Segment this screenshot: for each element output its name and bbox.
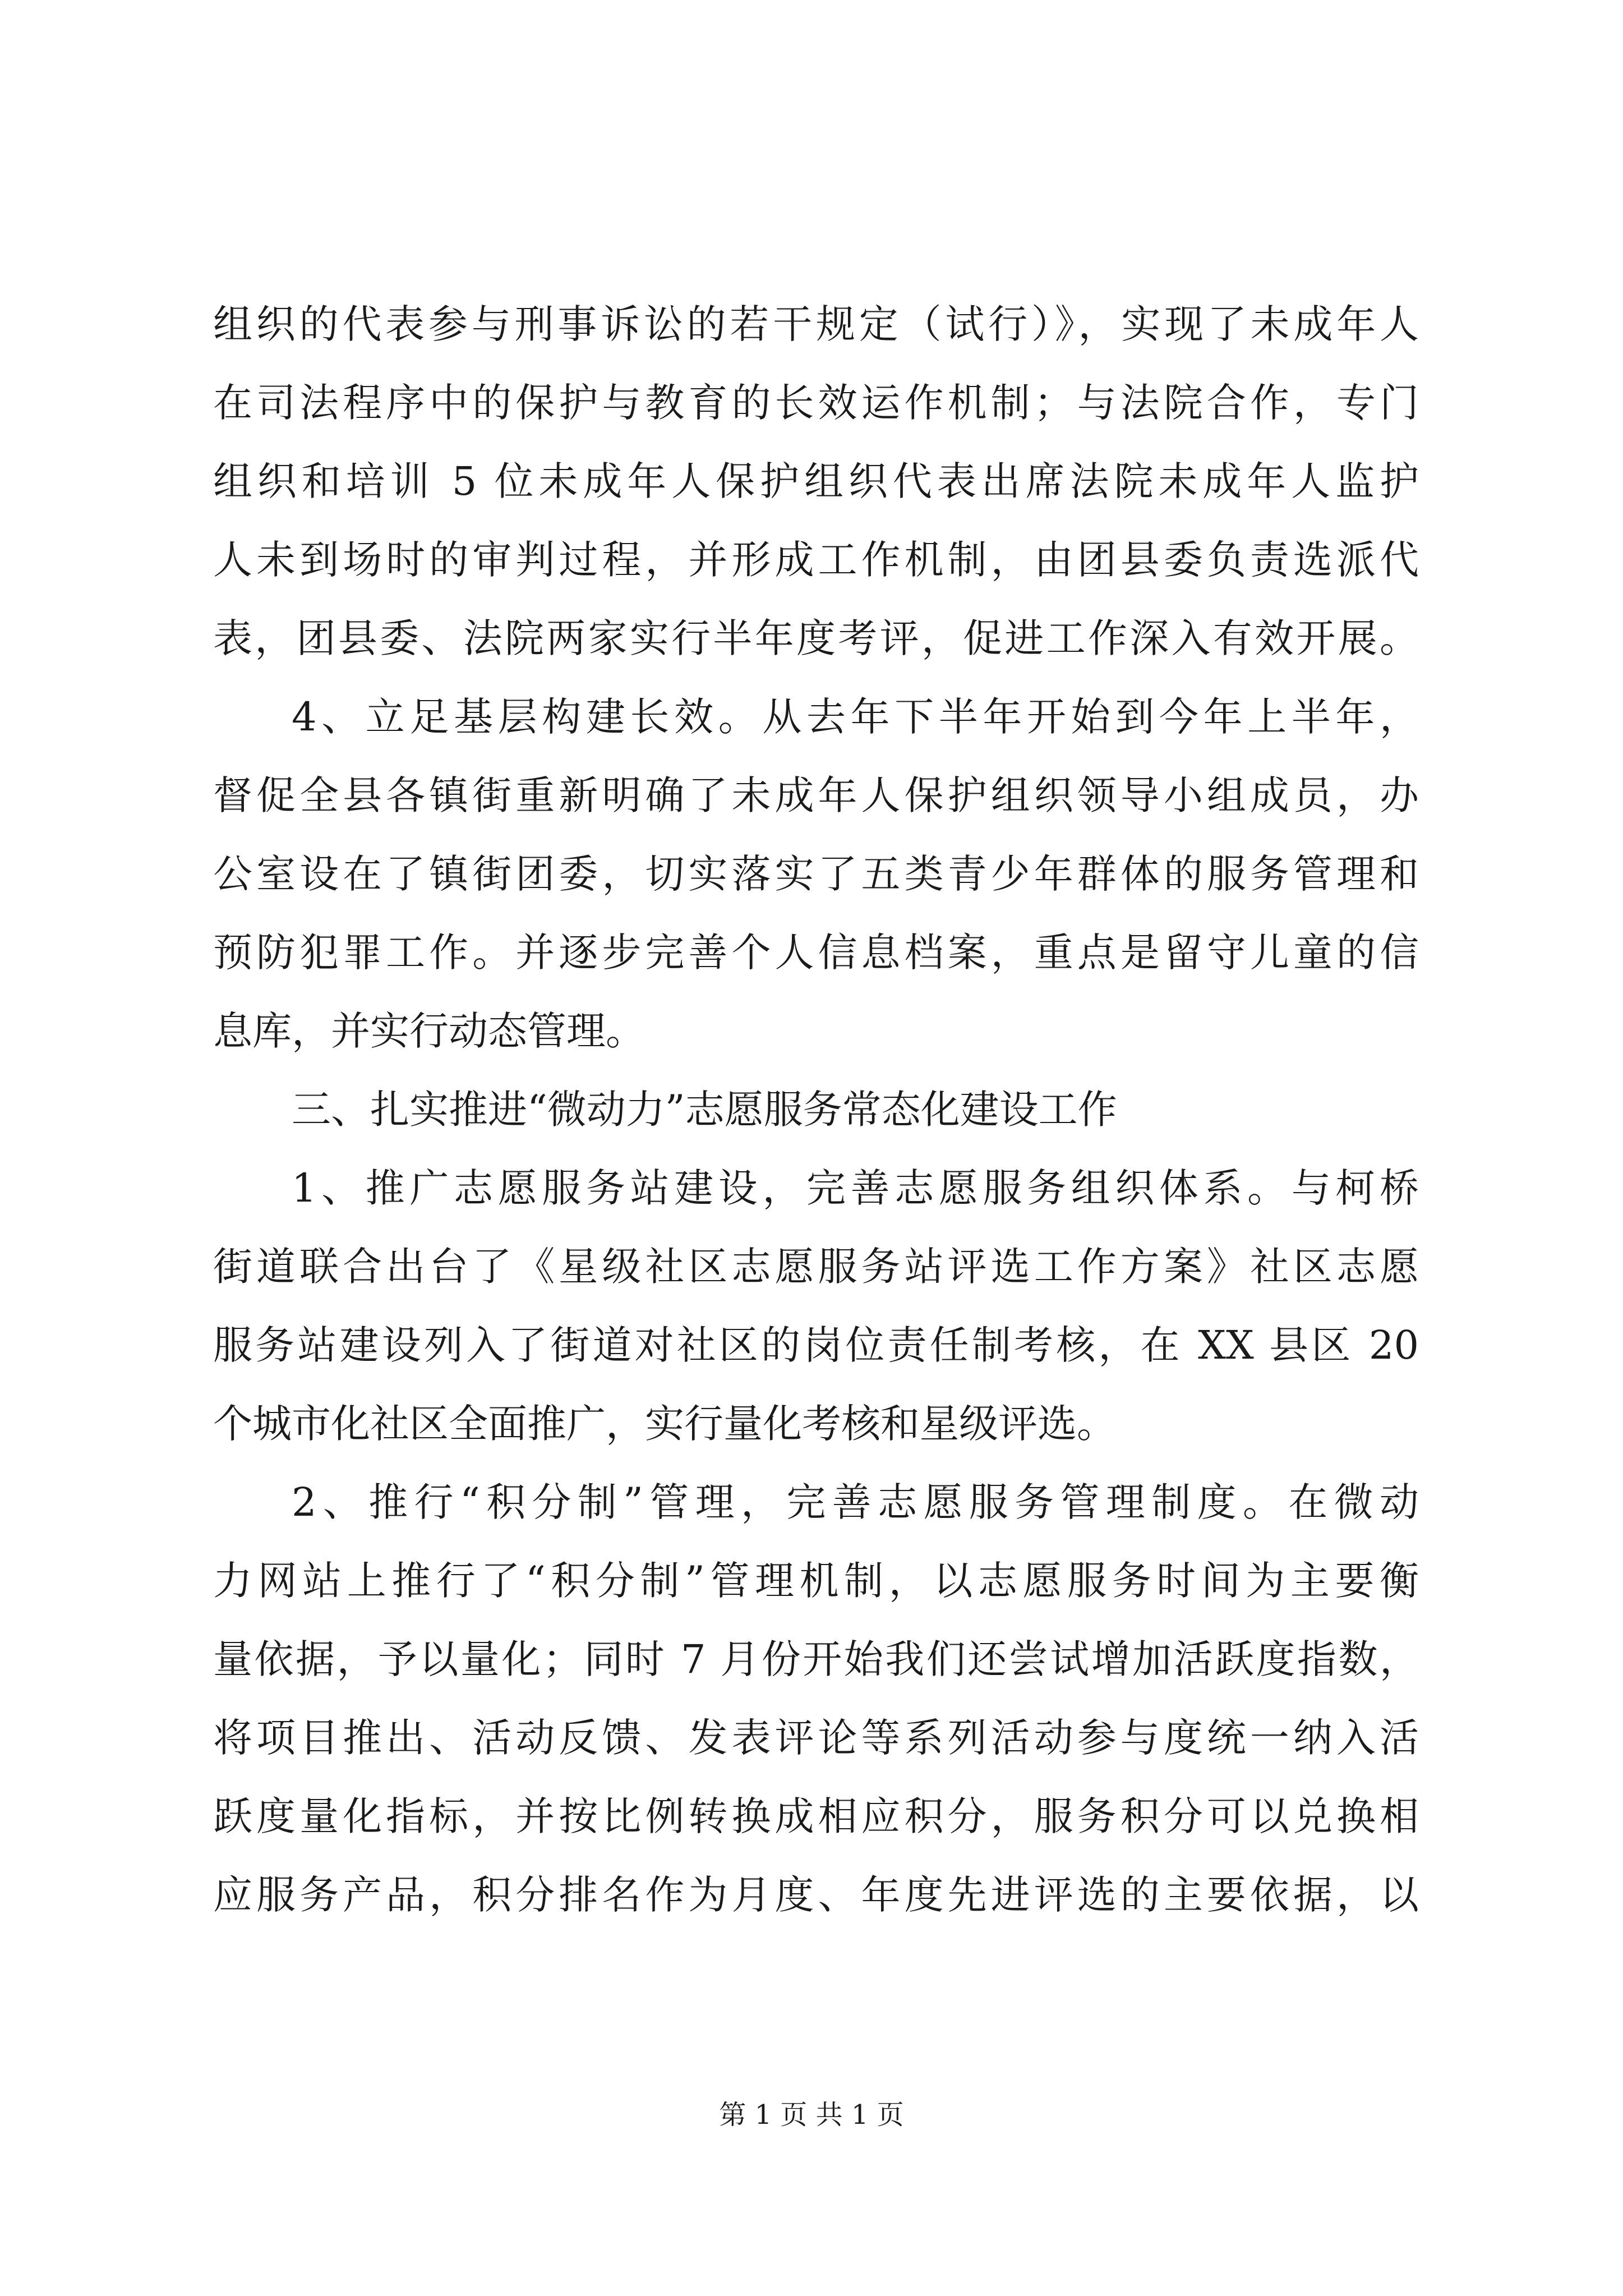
text-line: 组织的代表参与刑事诉讼的若干规定（试行）》，实现了未成年人 [213,301,1419,347]
text-line: 人未到场时的审判过程，并形成工作机制，由团县委负责选派代 [213,537,1419,583]
text-line: 预防犯罪工作。并逐步完善个人信息档案，重点是留守儿童的信 [213,930,1419,976]
text-line: 公室设在了镇街团委，切实落实了五类青少年群体的服务管理和 [213,851,1419,897]
text-line: 表，团县委、法院两家实行半年度考评，促进工作深入有效开展。 [213,615,1419,661]
text-line: 在司法程序中的保护与教育的长效运作机制；与法院合作，专门 [213,380,1419,426]
text-line: 1、推广志愿服务站建设，完善志愿服务组织体系。与柯桥 [292,1165,1419,1211]
body-text [213,285,1419,1934]
text-line: 力网站上推行了“积分制”管理机制，以志愿服务时间为主要衡 [213,1558,1419,1604]
section-heading: 三、扎实推进“微动力”志愿服务常态化建设工作 [292,1087,1117,1133]
text-line: 组织和培训 5 位未成年人保护组织代表出席法院未成年人监护 [213,458,1419,504]
text-line: 街道联合出台了《星级社区志愿服务站评选工作方案》社区志愿 [213,1244,1419,1290]
text-line: 督促全县各镇街重新明确了未成年人保护组织领导小组成员，办 [213,772,1419,818]
text-line: 个城市化社区全面推广，实行量化考核和星级评选。 [213,1401,1116,1447]
text-line: 将项目推出、活动反馈、发表评论等系列活动参与度统一纳入活 [213,1715,1419,1761]
text-line: 量依据，予以量化；同时 7 月份开始我们还尝试增加活跃度指数， [213,1636,1419,1682]
text-line: 应服务产品，积分排名作为月度、年度先进评选的主要依据，以 [213,1872,1419,1918]
text-line: 跃度量化指标，并按比例转换成相应积分，服务积分可以兑换相 [213,1793,1419,1839]
text-line: 服务站建设列入了街道对社区的岗位责任制考核，在 XX 县区 20 [213,1322,1419,1368]
text-line: 4、立足基层构建长效。从去年下半年开始到今年上半年， [292,694,1419,740]
text-line: 2、推行“积分制”管理，完善志愿服务管理制度。在微动 [292,1479,1419,1525]
text-line: 息库，并实行动态管理。 [213,1008,645,1054]
page-footer: 第 1 页 共 1 页 [719,2099,904,2131]
